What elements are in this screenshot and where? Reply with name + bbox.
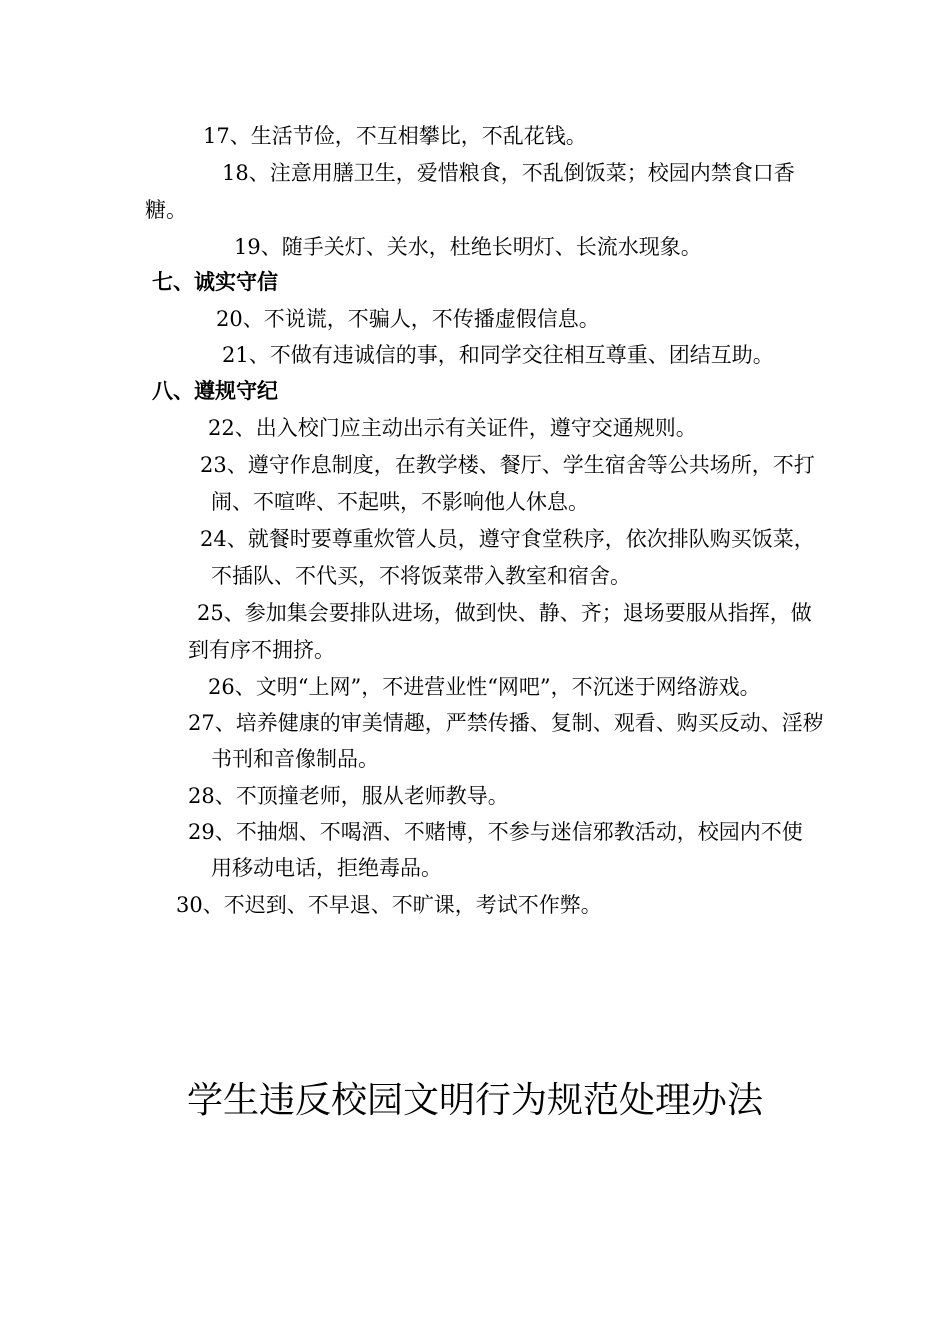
- rule-19: 19、随手关灯、关水，杜绝长明灯、长流水现象。: [234, 235, 702, 259]
- rule-26: 26、文明“上网”，不进营业性“网吧”，不沉迷于网络游戏。: [208, 675, 761, 699]
- rule-24-line-1: 24、就餐时要尊重炊管人员，遵守食堂秩序，依次排队购买饭菜，: [200, 527, 815, 551]
- rule-27-line-1: 27、培养健康的审美情趣，严禁传播、复制、观看、购买反动、淫秽: [188, 711, 824, 735]
- rule-22: 22、出入校门应主动出示有关证件，遵守交通规则。: [208, 416, 697, 440]
- rule-28: 28、不顶撞老师，服从老师教导。: [188, 784, 509, 808]
- rule-17: 17、生活节俭，不互相攀比，不乱花钱。: [203, 124, 587, 148]
- section-heading-honesty: 七、诚实守信: [152, 270, 278, 294]
- rule-20: 20、不说谎，不骗人，不传播虚假信息。: [216, 307, 600, 331]
- document-title: 学生违反校园文明行为规范处理办法: [186, 1080, 763, 1121]
- rule-27-line-2: 书刊和音像制品。: [211, 747, 379, 771]
- rule-30: 30、不迟到、不早退、不旷课，考试不作弊。: [176, 893, 602, 917]
- rule-21: 21、不做有违诚信的事，和同学交往相互尊重、团结互助。: [222, 343, 774, 367]
- rule-25-line-2: 到有序不拥挤。: [188, 638, 335, 662]
- rule-23-line-1: 23、遵守作息制度，在教学楼、餐厅、学生宿舍等公共场所，不打: [200, 453, 815, 477]
- rule-29-line-2: 用移动电话，拒绝毒品。: [211, 856, 442, 880]
- section-heading-discipline: 八、遵规守纪: [152, 379, 278, 403]
- rule-18-line-1: 18、注意用膳卫生，爱惜粮食，不乱倒饭菜；校园内禁食口香: [222, 161, 795, 185]
- rule-25-line-1: 25、参加集会要排队进场，做到快、静、齐；退场要服从指挥，做: [197, 601, 812, 625]
- rule-23-line-2: 闹、不喧哗、不起哄，不影响他人休息。: [211, 490, 589, 514]
- rule-18-line-2: 糖。: [145, 198, 187, 222]
- rule-29-line-1: 29、不抽烟、不喝酒、不赌博，不参与迷信邪教活动，校园内不使: [188, 820, 803, 844]
- rule-24-line-2: 不插队、不代买，不将饭菜带入教室和宿舍。: [211, 564, 631, 588]
